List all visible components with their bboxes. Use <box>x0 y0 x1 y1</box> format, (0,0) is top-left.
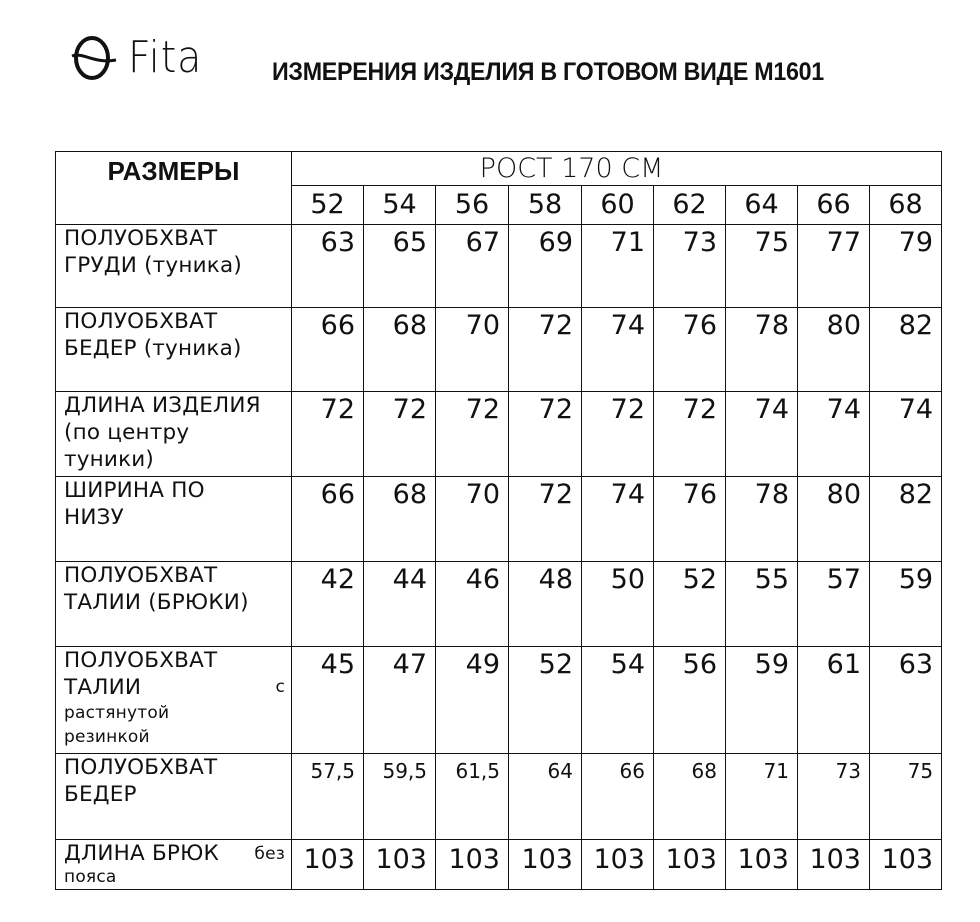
label-line: БЕДЕР (туника) <box>64 336 242 361</box>
cell-value: 71 <box>726 754 798 840</box>
cell-value: 42 <box>292 562 364 647</box>
cell-value: 82 <box>870 477 942 562</box>
cell-value: 52 <box>509 647 582 754</box>
cell-value: 52 <box>654 562 726 647</box>
cell-value: 72 <box>436 392 509 477</box>
cell-value: 46 <box>436 562 509 647</box>
cell-value: 79 <box>870 225 942 308</box>
cell-value: 54 <box>582 647 654 754</box>
cell-value: 72 <box>292 392 364 477</box>
page-title: ИЗМЕРЕНИЯ ИЗДЕЛИЯ В ГОТОВОМ ВИДЕ М1601 <box>272 58 824 86</box>
cell-value: 48 <box>509 562 582 647</box>
table-row <box>56 562 942 647</box>
cell-value: 76 <box>654 308 726 392</box>
cell-value: 72 <box>509 477 582 562</box>
cell-value: 64 <box>509 754 582 840</box>
cell-value: 66 <box>292 308 364 392</box>
cell-value: 78 <box>726 308 798 392</box>
cell-value: 61,5 <box>436 754 509 840</box>
cell-value: 103 <box>798 840 870 890</box>
table-row <box>56 477 942 562</box>
cell-value: 66 <box>292 477 364 562</box>
label-line: БЕДЕР <box>64 782 137 807</box>
cell-value: 63 <box>292 225 364 308</box>
cell-value: 75 <box>870 754 942 840</box>
size-header: 68 <box>870 186 942 225</box>
cell-value: 74 <box>726 392 798 477</box>
cell-value: 74 <box>870 392 942 477</box>
cell-value: 59 <box>726 647 798 754</box>
table-row <box>56 308 942 392</box>
label-line: ПОЛУОБХВАТ <box>64 226 218 251</box>
cell-value: 49 <box>436 647 509 754</box>
cell-value: 103 <box>509 840 582 890</box>
cell-value: 74 <box>798 392 870 477</box>
fita-logo-icon <box>70 34 118 82</box>
cell-value: 45 <box>292 647 364 754</box>
cell-value: 68 <box>654 754 726 840</box>
cell-value: 61 <box>798 647 870 754</box>
label-word: без <box>254 844 285 864</box>
cell-value: 50 <box>582 562 654 647</box>
cell-value: 63 <box>870 647 942 754</box>
label-line: ПОЛУОБХВАТ <box>64 563 218 588</box>
size-table <box>55 151 942 890</box>
label-line <box>64 674 285 701</box>
height-header: РОСТ 170 СМ <box>292 152 942 186</box>
label-line: (по центру <box>64 420 190 445</box>
logo-text: Fita <box>128 32 203 83</box>
cell-value: 67 <box>436 225 509 308</box>
cell-value: 68 <box>364 477 436 562</box>
cell-value: 103 <box>654 840 726 890</box>
label-line: растянутой <box>64 703 170 723</box>
label-line: ТАЛИИ (БРЮКИ) <box>64 590 249 615</box>
table-row <box>56 840 942 890</box>
label-line: ПОЛУОБХВАТ <box>64 755 218 780</box>
cell-value: 80 <box>798 477 870 562</box>
cell-value: 56 <box>654 647 726 754</box>
size-header: 56 <box>436 186 509 225</box>
label-line <box>64 840 285 868</box>
cell-value: 68 <box>364 308 436 392</box>
label-word: ДЛИНА БРЮК <box>64 841 219 866</box>
cell-value: 70 <box>436 477 509 562</box>
cell-value: 57,5 <box>292 754 364 840</box>
cell-value: 82 <box>870 308 942 392</box>
brand-logo <box>70 32 211 84</box>
label-line: ШИРИНА ПО <box>64 478 205 503</box>
cell-value: 72 <box>582 392 654 477</box>
row-label <box>56 840 292 890</box>
cell-value: 55 <box>726 562 798 647</box>
cell-value: 47 <box>364 647 436 754</box>
size-header: 52 <box>292 186 364 225</box>
cell-value: 72 <box>509 392 582 477</box>
cell-value: 70 <box>436 308 509 392</box>
cell-value: 72 <box>654 392 726 477</box>
size-header: 54 <box>364 186 436 225</box>
table-row <box>56 225 942 308</box>
label-line: ГРУДИ (туника) <box>64 253 242 278</box>
cell-value: 44 <box>364 562 436 647</box>
size-header: 62 <box>654 186 726 225</box>
cell-value: 77 <box>798 225 870 308</box>
cell-value: 66 <box>582 754 654 840</box>
row-label <box>56 225 292 308</box>
label-line: ПОЛУОБХВАТ <box>64 648 218 673</box>
cell-value: 74 <box>582 308 654 392</box>
cell-value: 72 <box>364 392 436 477</box>
cell-value: 103 <box>364 840 436 890</box>
label-word: с <box>275 677 285 697</box>
cell-value: 74 <box>582 477 654 562</box>
table-row <box>56 754 942 840</box>
cell-value: 103 <box>292 840 364 890</box>
label-line: резинкой <box>64 727 150 747</box>
cell-value: 73 <box>654 225 726 308</box>
table-row <box>56 392 942 477</box>
label-line: туники) <box>64 447 155 472</box>
cell-value: 78 <box>726 477 798 562</box>
cell-value: 65 <box>364 225 436 308</box>
label-line: пояса <box>64 867 117 887</box>
label-line: ДЛИНА ИЗДЕЛИЯ <box>64 393 261 418</box>
cell-value: 103 <box>436 840 509 890</box>
cell-value: 103 <box>726 840 798 890</box>
size-header: 64 <box>726 186 798 225</box>
cell-value: 59,5 <box>364 754 436 840</box>
table-row <box>56 647 942 754</box>
size-header: 60 <box>582 186 654 225</box>
label-line: ПОЛУОБХВАТ <box>64 309 218 334</box>
size-header: 58 <box>509 186 582 225</box>
cell-value: 103 <box>582 840 654 890</box>
size-header: 66 <box>798 186 870 225</box>
cell-value: 75 <box>726 225 798 308</box>
cell-value: 57 <box>798 562 870 647</box>
label-word: ТАЛИИ <box>64 675 142 700</box>
cell-value: 80 <box>798 308 870 392</box>
row-label <box>56 392 292 477</box>
cell-value: 59 <box>870 562 942 647</box>
row-label <box>56 562 292 647</box>
cell-value: 71 <box>582 225 654 308</box>
cell-value: 103 <box>870 840 942 890</box>
cell-value: 72 <box>509 308 582 392</box>
row-label <box>56 647 292 754</box>
cell-value: 69 <box>509 225 582 308</box>
row-label <box>56 477 292 562</box>
row-label <box>56 308 292 392</box>
cell-value: 76 <box>654 477 726 562</box>
cell-value: 73 <box>798 754 870 840</box>
sizes-header: РАЗМЕРЫ <box>56 152 292 225</box>
label-line: НИЗУ <box>64 505 124 530</box>
row-label <box>56 754 292 840</box>
